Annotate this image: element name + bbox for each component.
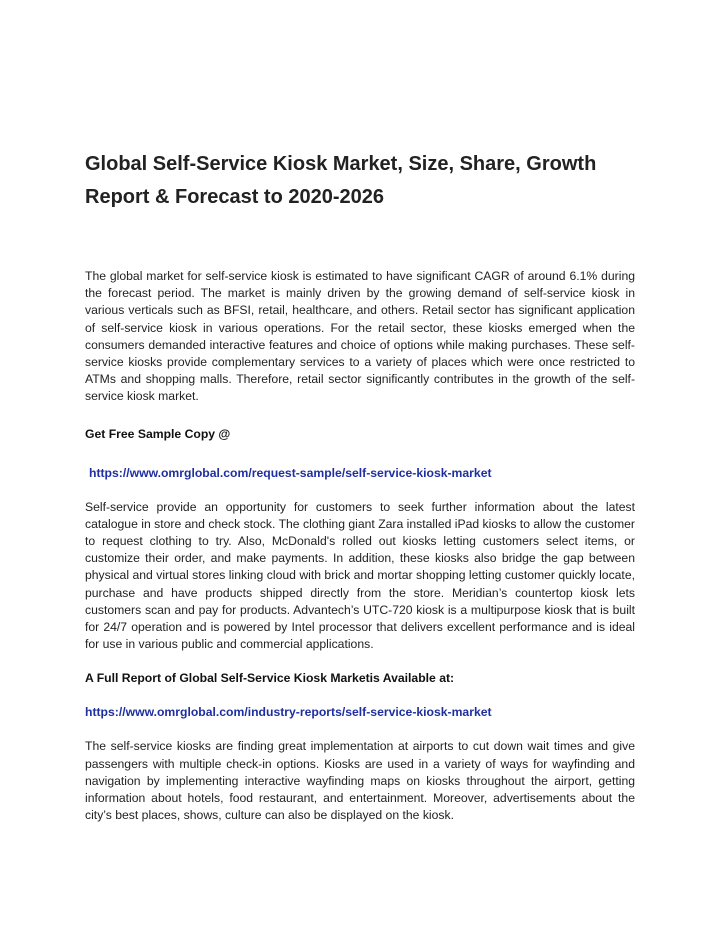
- sample-request-link[interactable]: https://www.omrglobal.com/request-sample/self-service-kiosk-market: [89, 465, 492, 480]
- second-paragraph: Self-service provide an opportunity for customers to seek further information about the latest catalogue in store and check stock. The clothing giant Zara installed iPad kiosks to allow the customer to request clothing to try. Also, McDonald's rolled out kiosks letting customers select items, or customize their order, and make payments. In addition, these kiosks also bridge the gap between physical and virtual stores linking cloud with brick and mortar shopping letting customer quickly locate, purchase and have products shipped directly from the store. Meridian’s countertop kiosk lets customers scan and pay for products. Advantech’s UTC-720 kiosk is a multipurpose kiosk that is built for 24/7 operation and is powered by Intel processor that delivers excellent performance and is ideal for use in various public and commercial applications.: [85, 499, 635, 652]
- sample-copy-label: Get Free Sample Copy @: [85, 426, 231, 441]
- intro-paragraph: The global market for self-service kiosk is estimated to have significant CAGR of around 6.1% during the forecast period. The market is mainly driven by the growing demand of self-service kiosk in various verticals such as BFSI, retail, healthcare, and others. Retail sector has significant application of self-service kiosk in various operations. For the retail sector, these kiosks emerged when the consumers demanded interactive features and choice of options while making purchases. These self-service kiosks provide complementary services to a variety of places which were once restricted to ATMs and shopping malls. Therefore, retail sector significantly contributes in the growth of the self-service kiosk market.: [85, 269, 635, 404]
- full-report-link[interactable]: https://www.omrglobal.com/industry-reports/self-service-kiosk-market: [85, 705, 492, 720]
- full-report-label: A Full Report of Global Self-Service Kiosk Marketis Available at:: [85, 671, 455, 686]
- third-paragraph: The self-service kiosks are finding great implementation at airports to cut down wait times and give passengers with multiple check-in options. Kiosks are used in a variety of ways for wayfinding and navigation by implementing interactive wayfinding maps on kiosks throughout the airport, getting information about hotels, food restaurant, and entertainment. Moreover, advertisements about the city’s best places, shows, culture can also be displayed on the kiosk.: [85, 739, 635, 823]
- document-title: Global Self-Service Kiosk Market, Size, Share, Growth Report & Forecast to 2020-2026: [85, 153, 597, 208]
